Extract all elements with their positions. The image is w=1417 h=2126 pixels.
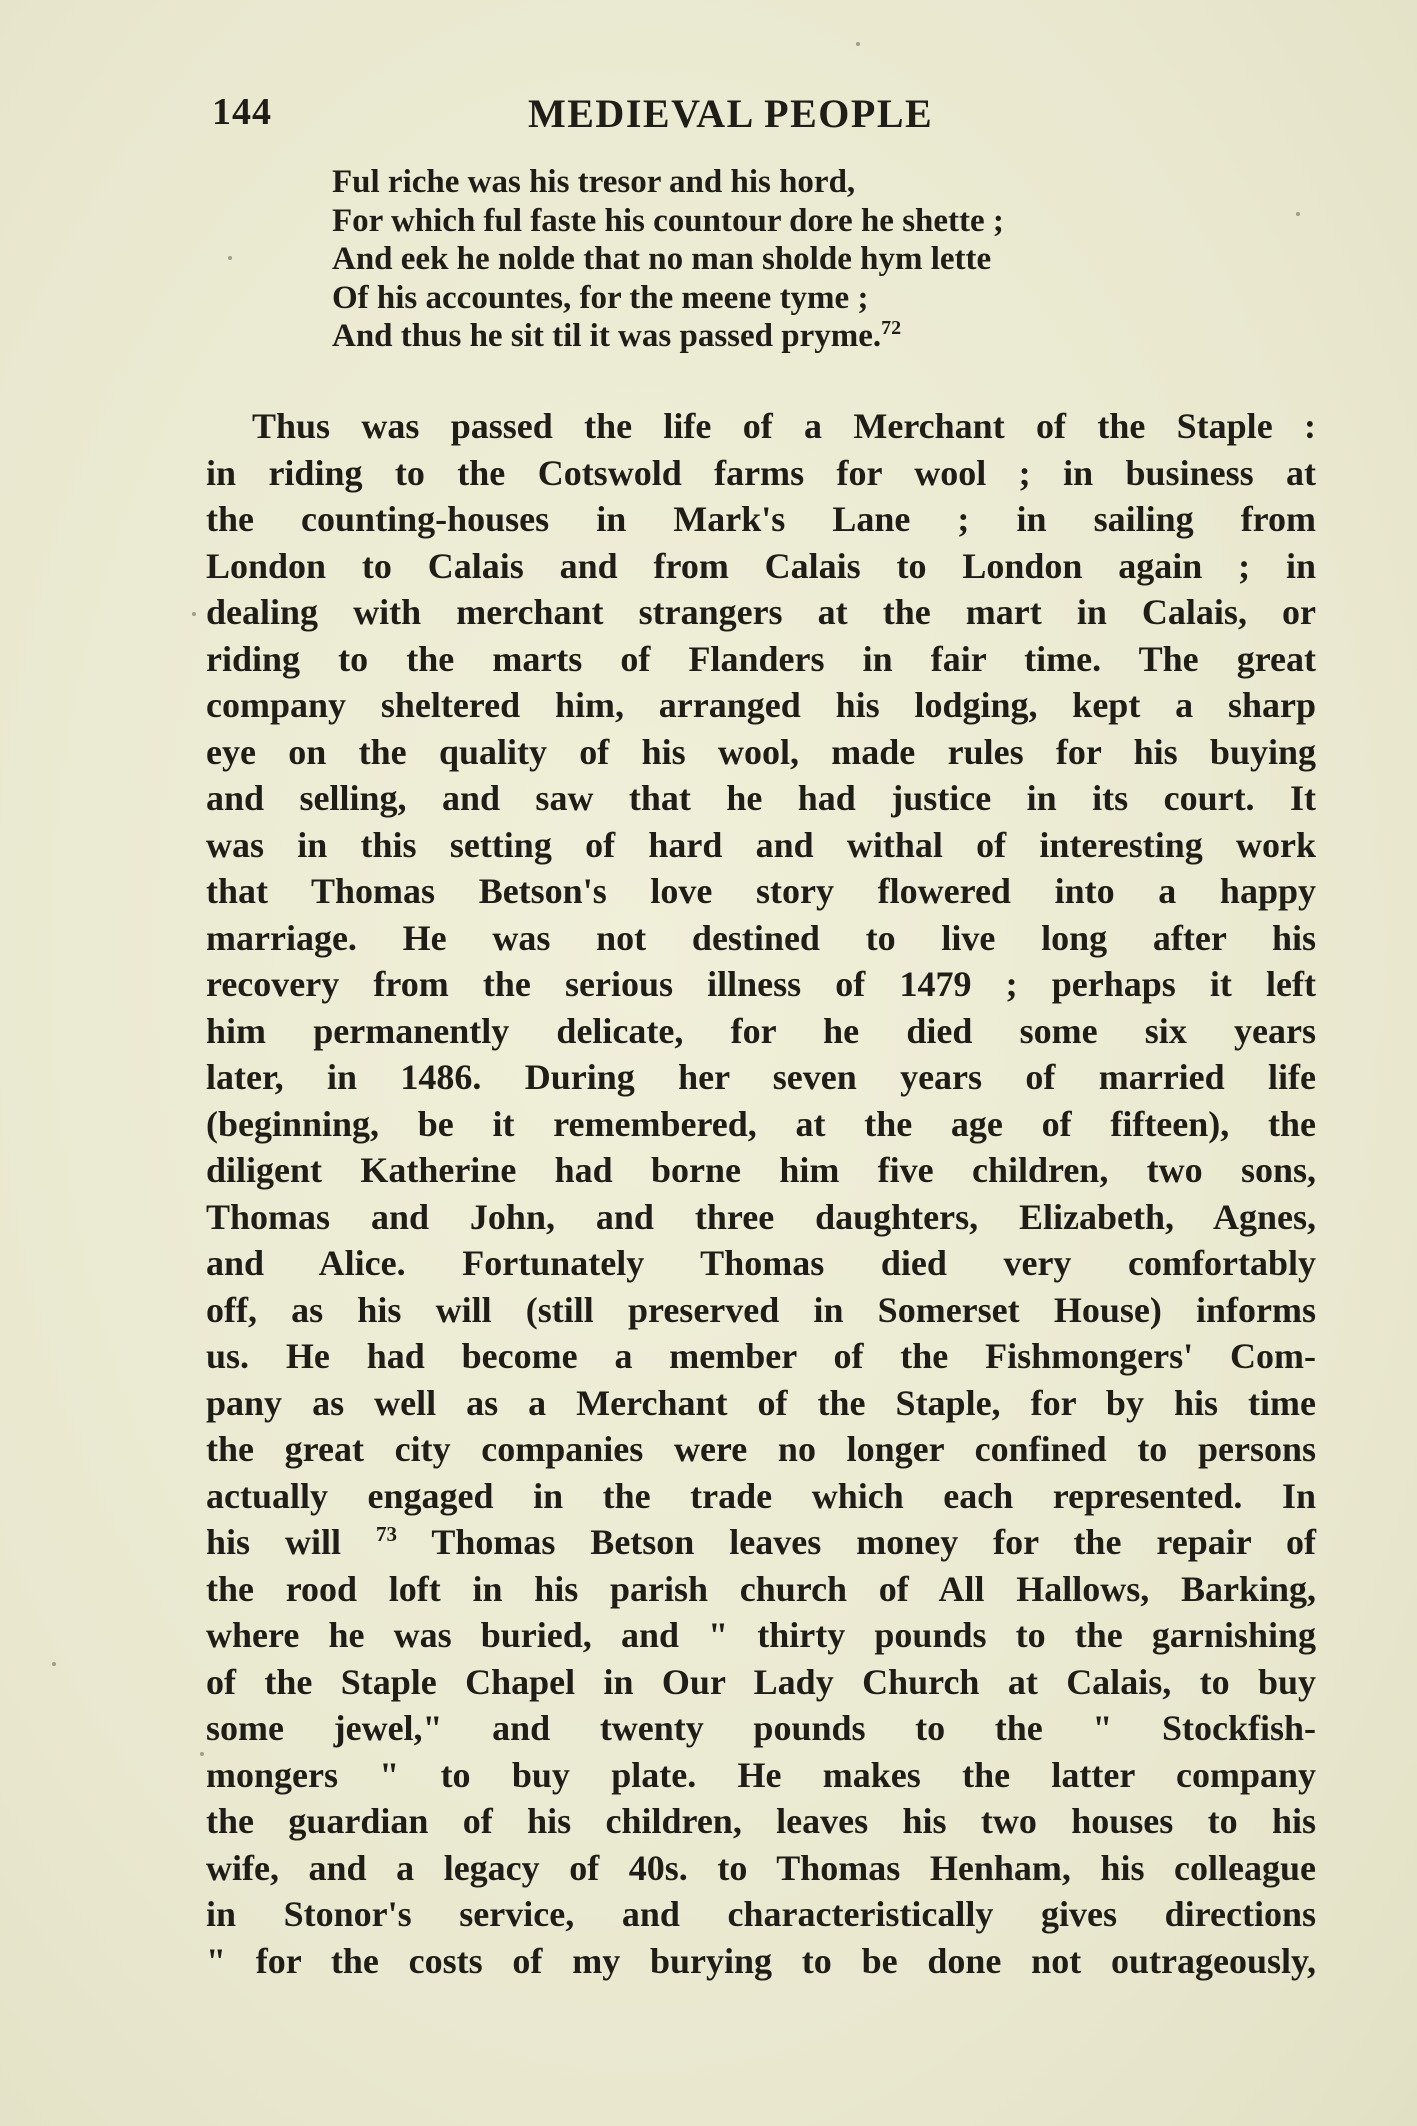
paragraph-line: was in this setting of hard and withal of interesting work bbox=[206, 824, 1316, 865]
paragraph-line: Thus was passed the life of a Merchant of the Staple : bbox=[252, 406, 1316, 446]
paragraph-line: the guardian of his children, leaves his two houses to his bbox=[206, 1801, 1316, 1841]
paragraph-line: that Thomas Betson's love story flowered into a happy bbox=[206, 871, 1316, 911]
verse-line: For which ful faste his countour dore he shette ; bbox=[332, 202, 1004, 239]
paragraph-line-with-footnote bbox=[206, 1519, 1316, 1566]
verse-line: Ful riche was his tresor and his hord, bbox=[332, 164, 856, 200]
paragraph-line: in Stonor's service, and characteristically gives directions bbox=[206, 1894, 1316, 1934]
paper-speck bbox=[228, 256, 232, 260]
paragraph-line: the rood loft in his parish church of All Hallows, Barking, bbox=[206, 1568, 1316, 1609]
paragraph-line: London to Calais and from Calais to London again ; in bbox=[206, 545, 1316, 586]
paragraph-line: of the Staple Chapel in Our Lady Church at Calais, to buy bbox=[206, 1661, 1316, 1702]
footnote-ref-72: 72 bbox=[881, 317, 902, 339]
verse-quotation bbox=[332, 163, 1332, 356]
paragraph-line: the counting-houses in Mark's Lane ; in sailing from bbox=[206, 499, 1316, 539]
paragraph-line-rest: Thomas Betson leaves money for the repair of bbox=[431, 1522, 1317, 1562]
paragraph-line: eye on the quality of his wool, made rules for his buying bbox=[206, 731, 1316, 772]
paragraph-line: mongers " to buy plate. He makes the latter company bbox=[206, 1754, 1316, 1795]
paper-speck bbox=[200, 1752, 204, 1756]
paragraph-line: marriage. He was not destined to live long after his bbox=[206, 917, 1316, 958]
page-number: 144 bbox=[212, 91, 272, 133]
paragraph-line: and Alice. Fortunately Thomas died very comfortably bbox=[206, 1243, 1316, 1283]
paragraph-line: him permanently delicate, for he died some six years bbox=[206, 1010, 1316, 1051]
paragraph-line: Thomas and John, and three daughters, Elizabeth, Agnes, bbox=[206, 1196, 1316, 1237]
paragraph-line: where he was buried, and " thirty pounds to the garnishing bbox=[206, 1615, 1316, 1655]
running-header bbox=[212, 90, 1312, 150]
paragraph-line: (beginning, be it remembered, at the age of fifteen), the bbox=[206, 1103, 1316, 1144]
verse-line: And eek he nolde that no man sholde hym lette bbox=[332, 241, 992, 277]
body-paragraph bbox=[206, 403, 1316, 1984]
paragraph-line: " for the costs of my burying to be done not outrageously, bbox=[206, 1940, 1316, 1981]
paragraph-line-start: his will bbox=[206, 1522, 342, 1562]
paragraph-line: some jewel," and twenty pounds to the " Stockfish- bbox=[206, 1708, 1316, 1748]
paragraph-line: company sheltered him, arranged his lodging, kept a sharp bbox=[206, 685, 1316, 725]
verse-line: Of his accountes, for the meene tyme ; bbox=[332, 279, 869, 316]
paragraph-line: wife, and a legacy of 40s. to Thomas Henham, his colleague bbox=[206, 1847, 1316, 1888]
paper-speck bbox=[192, 612, 196, 616]
paragraph-line: diligent Katherine had borne him five children, two sons, bbox=[206, 1150, 1316, 1190]
paragraph-line: and selling, and saw that he had justice in its court. It bbox=[206, 778, 1316, 818]
paragraph-line: off, as his will (still preserved in Somerset House) informs bbox=[206, 1289, 1316, 1330]
paragraph-line: later, in 1486. During her seven years of married life bbox=[206, 1057, 1316, 1097]
paragraph-line: recovery from the serious illness of 1479 ; perhaps it left bbox=[206, 964, 1316, 1004]
paragraph-line: pany as well as a Merchant of the Staple, for by his time bbox=[206, 1382, 1316, 1423]
paper-speck bbox=[52, 1662, 56, 1666]
paragraph-line: in riding to the Cotswold farms for wool ; in business at bbox=[206, 452, 1316, 493]
verse-line-text: And thus he sit til it was passed pryme. bbox=[332, 318, 882, 354]
paper-speck bbox=[1296, 212, 1300, 216]
paragraph-line: riding to the marts of Flanders in fair time. The great bbox=[206, 638, 1316, 679]
paragraph-line: actually engaged in the trade which each represented. In bbox=[206, 1475, 1316, 1516]
footnote-ref-73: 73 bbox=[375, 1522, 397, 1546]
paper-speck bbox=[856, 42, 860, 46]
paragraph-line: the great city companies were no longer confined to persons bbox=[206, 1429, 1316, 1469]
running-title: MEDIEVAL PEOPLE bbox=[528, 91, 934, 136]
verse-line-last bbox=[332, 317, 1332, 356]
paragraph-line: dealing with merchant strangers at the mart in Calais, or bbox=[206, 592, 1316, 632]
paragraph-line: us. He had become a member of the Fishmongers' Com- bbox=[206, 1336, 1316, 1376]
